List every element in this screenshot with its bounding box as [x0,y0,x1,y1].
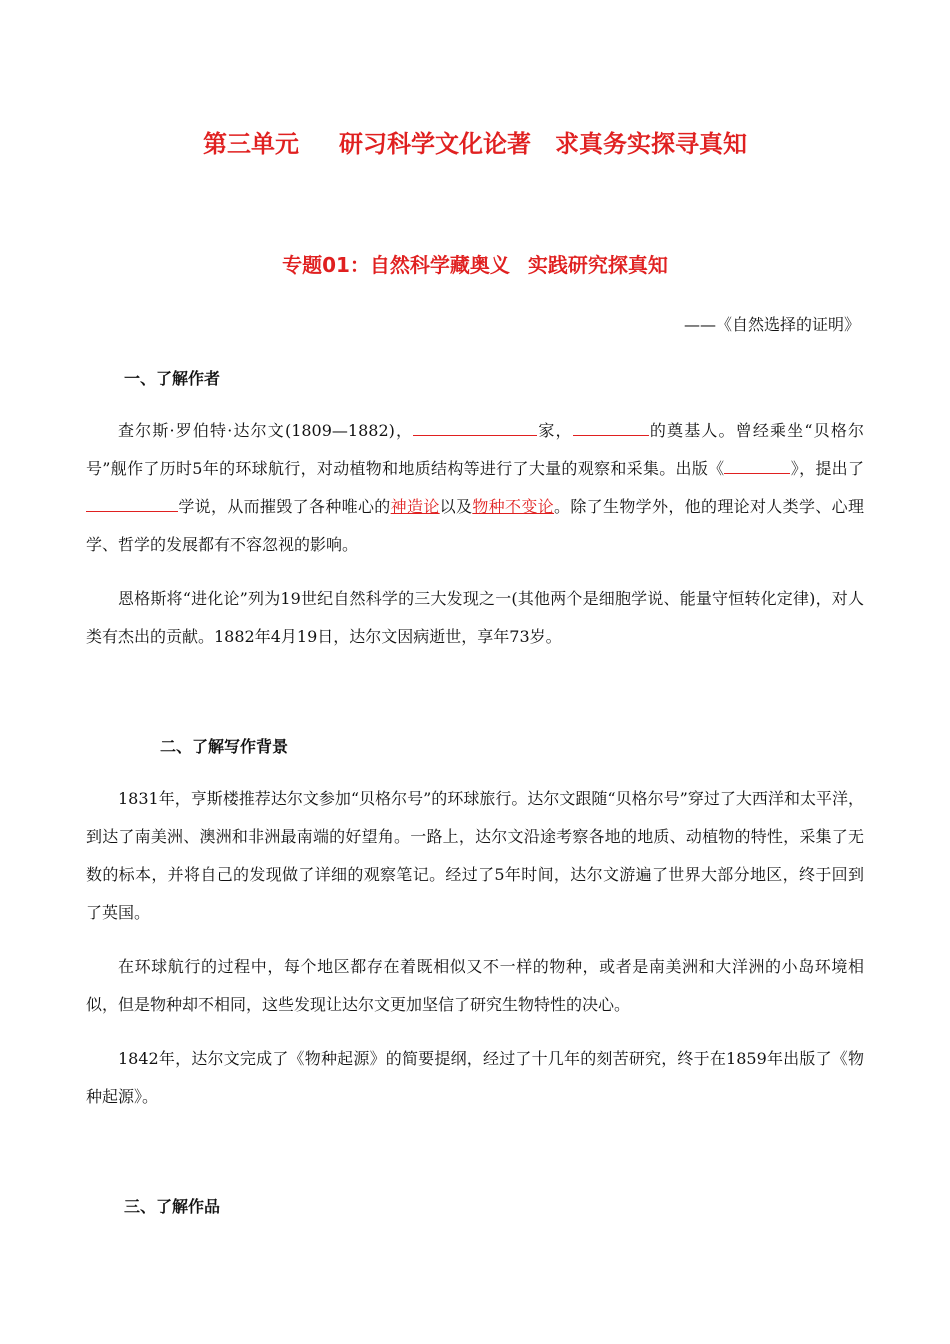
blank-field-3[interactable] [724,457,790,474]
section2-paragraph1: 1831年，亨斯楼推荐达尔文参加“贝格尔号”的环球旅行。达尔文跟随“贝格尔号”穿过了大西洋和太平洋，到达了南美洲、澳洲和非洲最南端的好望角。一路上，达尔文沿途考察各地的地质、动植物的特性，采集了无数的标本，并将自己的发现做了详细的观察笔记。经过了5年时间，达尔文游遍了世界大部分地区，终于回到了英国。 [86,789,864,922]
section2-paragraph2: 在环球航行的过程中，每个地区都存在着既相似又不一样的物种，或者是南美洲和大洋洲的小岛环境相似，但是物种却不相同，这些发现让达尔文更加坚信了研究生物特性的决心。 [86,957,864,1014]
blank-field-1[interactable] [413,419,537,436]
topic-title [0,249,950,278]
topic-title-part1: 专题01：自然科学藏奥义 [282,253,510,277]
s1p1-text-d: 》，提出了 [790,459,864,478]
s1p1-text-f: 以及 [439,497,473,516]
term-fixity-of-species: 物种不变论 [472,497,554,516]
section2-heading: 二、了解写作背景 [160,737,289,756]
s1p1-text-c: 的奠基人。曾经乘坐“贝格尔号”舰作了历时5年的环球航行，对动植物和地质结构等进行了大量的观察和采集。出版《 [86,421,864,478]
unit-title [0,124,950,159]
term-creationism: 神造论 [390,497,440,516]
unit-title-part1: 第三单元 [203,130,299,158]
blank-field-2[interactable] [573,419,649,436]
s1p1-text-g: 。除了生物学外，他的理论对人类学、心理学、哲学的发展都有不容忽视的影响。 [86,497,864,554]
section2-paragraph3: 1842年，达尔文完成了《物种起源》的简要提纲，经过了十几年的刻苦研究，终于在1859年出版了《物种起源》。 [86,1049,864,1106]
s1p1-text-e: 学说，从而摧毁了各种唯心的 [178,497,391,516]
section3-heading: 三、了解作品 [124,1197,221,1216]
section1-paragraph1 [86,412,864,564]
blank-field-4[interactable] [86,495,178,512]
subtitle: ——《自然选择的证明》 [683,315,860,334]
s1p1-text-b: 家， [537,421,573,440]
unit-title-part2: 研习科学文化论著 [339,130,531,158]
unit-title-part3: 求真务实探寻真知 [555,130,747,158]
section1-paragraph2: 恩格斯将“进化论”列为19世纪自然科学的三大发现之一(其他两个是细胞学说、能量守恒转化定律)，对人类有杰出的贡献。1882年4月19日，达尔文因病逝世，享年73岁。 [86,589,864,646]
topic-title-part2: 实践研究探真知 [527,253,668,277]
section1-heading: 一、了解作者 [124,369,221,388]
s1p1-text-a: 查尔斯·罗伯特·达尔文(1809—1882)， [118,421,414,440]
